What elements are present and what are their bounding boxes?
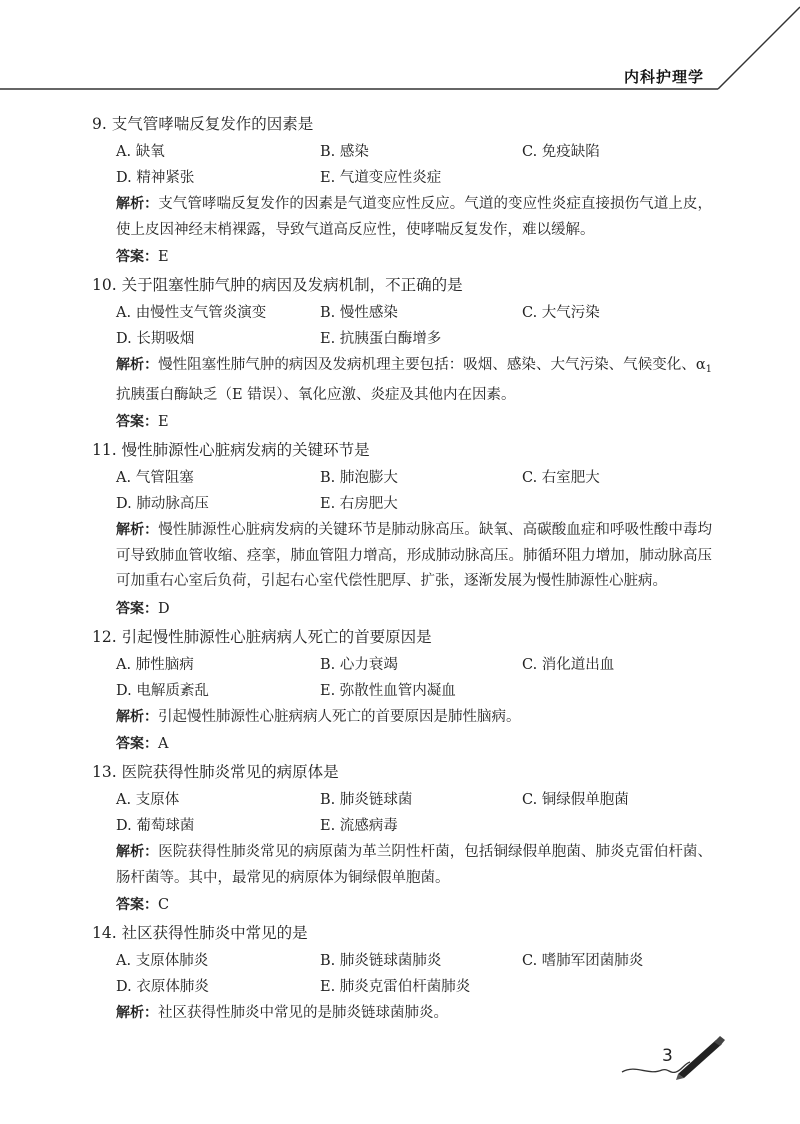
option-c: C. 大气污染 [522, 305, 600, 321]
option-e: E. 抗胰蛋白酶增多 [320, 331, 442, 347]
option-a: A. 缺氧 [116, 144, 165, 160]
question-13 [92, 760, 712, 917]
options [116, 788, 712, 838]
option-c: C. 消化道出血 [522, 656, 615, 673]
analysis-text: 社区获得性肺炎中常见的是肺炎链球菌肺炎。 [158, 1005, 448, 1021]
analysis [116, 192, 712, 243]
answer-label: 答案： [116, 249, 158, 265]
option-e: E. 流感病毒 [320, 818, 398, 834]
option-b: B. 慢性感染 [320, 305, 398, 321]
analysis-text: 慢性肺源性心脏病发病的关键环节是肺动脉高压。缺氧、高碳酸血症和呼吸性酸中毒均可导致肺血管收缩、痉挛，肺血管阻力增高，形成肺动脉高压。肺循环阻力增加，肺动脉高压可加重右心室后负荷，引起右心室代偿性肥厚、扩张，逐渐发展为慢性肺源性心脏病。 [116, 522, 713, 589]
question-stem: 14. 社区获得性肺炎中常见的是 [92, 924, 308, 942]
option-c: C. 右室肥大 [522, 470, 600, 486]
answer-value: E [158, 249, 169, 265]
option-b: B. 心力衰竭 [320, 656, 398, 673]
option-d: D. 精神紧张 [116, 170, 195, 186]
pen-doodle-icon [618, 1034, 728, 1084]
option-d: D. 葡萄球菌 [116, 818, 195, 834]
question-stem: 11. 慢性肺源性心脏病发病的关键环节是 [92, 441, 370, 459]
answer-label: 答案： [116, 736, 158, 752]
question-14 [92, 921, 712, 1027]
analysis [116, 1001, 712, 1027]
option-c: C. 免疫缺陷 [522, 144, 600, 160]
answer [116, 410, 712, 434]
analysis-label: 解析： [116, 1005, 158, 1021]
options [116, 301, 712, 351]
answer-label: 答案： [116, 600, 158, 617]
option-d: D. 衣原体肺炎 [116, 979, 209, 995]
question-10 [92, 273, 712, 434]
option-e: E. 弥散性血管内凝血 [320, 682, 456, 699]
analysis-label: 解析： [116, 196, 159, 212]
analysis [116, 353, 712, 408]
answer-value: A [158, 736, 169, 752]
options [116, 653, 712, 703]
answer [116, 732, 712, 756]
option-e: E. 气道变应性炎症 [320, 170, 442, 186]
option-a: A. 肺性脑病 [116, 656, 194, 673]
analysis [116, 705, 712, 731]
answer [116, 597, 712, 621]
option-a: A. 支原体 [116, 792, 180, 808]
analysis-label: 解析： [116, 522, 159, 538]
analysis-text-part2: 抗胰蛋白酶缺乏（E 错误）、氧化应激、炎症及其他内在因素。 [116, 386, 516, 403]
answer-label: 答案： [116, 897, 158, 913]
option-d: D. 长期吸烟 [116, 331, 195, 347]
question-list [92, 112, 712, 1027]
answer-value: C [158, 897, 170, 913]
question-stem: 10. 关于阻塞性肺气肿的病因及发病机制，不正确的是 [92, 276, 463, 294]
option-c: C. 嗜肺军团菌肺炎 [522, 953, 644, 969]
analysis-text: 医院获得性肺炎常见的病原菌为革兰阴性杆菌，包括铜绿假单胞菌、肺炎克雷伯杆菌、肠杆菌等。其中，最常见的病原体为铜绿假单胞菌。 [116, 844, 713, 886]
options [116, 466, 712, 516]
option-e: E. 右房肥大 [320, 496, 398, 512]
analysis-label: 解析： [116, 844, 159, 860]
option-b: B. 感染 [320, 144, 369, 160]
analysis-text: 引起慢性肺源性心脏病病人死亡的首要原因是肺性脑病。 [158, 708, 521, 725]
question-stem: 13. 医院获得性肺炎常见的病原体是 [92, 763, 339, 781]
option-b: B. 肺炎链球菌 [320, 792, 413, 808]
answer [116, 893, 712, 917]
answer-value: D [158, 600, 170, 617]
answer-label: 答案： [116, 414, 158, 430]
option-d: D. 电解质紊乱 [116, 682, 209, 699]
analysis-label: 解析： [116, 357, 159, 373]
alpha-subscript: 1 [705, 364, 713, 375]
options [116, 140, 712, 190]
question-11 [92, 438, 712, 621]
question-stem: 9. 支气管哮喘反复发作的因素是 [92, 115, 314, 133]
question-stem: 12. 引起慢性肺源性心脏病病人死亡的首要原因是 [92, 627, 432, 646]
option-b: B. 肺炎链球菌肺炎 [320, 953, 442, 969]
option-a: A. 气管阻塞 [116, 470, 194, 486]
analysis [116, 840, 712, 891]
option-b: B. 肺泡膨大 [320, 470, 398, 486]
options [116, 949, 712, 999]
option-a: A. 支原体肺炎 [116, 953, 209, 969]
analysis-text: 支气管哮喘反复发作的因素是气道变应性反应。气道的变应性炎症直接损伤气道上皮，使上皮因神经末梢裸露，导致气道高反应性，使哮喘反复发作，难以缓解。 [116, 196, 713, 238]
analysis-text-part1: 慢性阻塞性肺气肿的病因及发病机理主要包括：吸烟、感染、大气污染、气候变化、α [158, 357, 706, 373]
page-number: 3 [662, 1046, 673, 1066]
option-a: A. 由慢性支气管炎演变 [116, 305, 267, 321]
answer [116, 245, 712, 269]
analysis-label: 解析： [116, 708, 158, 725]
question-12 [92, 625, 712, 757]
option-e: E. 肺炎克雷伯杆菌肺炎 [320, 979, 471, 995]
option-d: D. 肺动脉高压 [116, 496, 209, 512]
answer-value: E [158, 414, 169, 430]
option-c: C. 铜绿假单胞菌 [522, 792, 629, 808]
running-header-title: 内科护理学 [623, 68, 704, 86]
analysis [116, 518, 712, 595]
question-9 [92, 112, 712, 269]
